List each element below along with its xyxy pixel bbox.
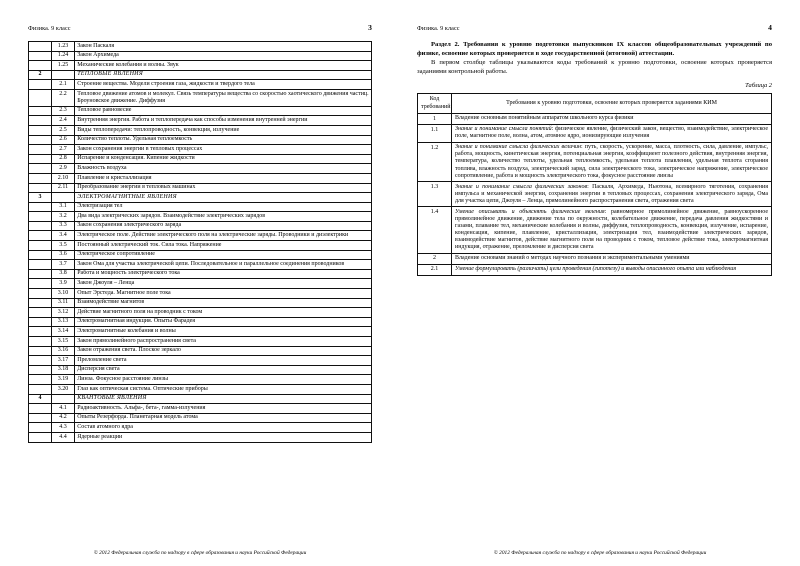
- cell-requirement-code: 2.1: [418, 264, 452, 275]
- table-header-row: [418, 94, 772, 114]
- cell-item-code: 4.1: [52, 404, 75, 414]
- cell-section-number: [29, 356, 52, 366]
- cell-section-number: 3: [29, 193, 52, 203]
- cell-item-text: Количество теплоты. Удельная теплоемкость: [75, 135, 372, 145]
- cell-item-code: 3.12: [52, 308, 75, 318]
- cell-item-text: Внутренняя энергия. Работа и теплопередача как способы изменения внутренней энергии: [75, 116, 372, 126]
- cell-item-text: Ядерные реакции: [75, 432, 372, 442]
- cell-item-text: Дисперсия света: [75, 365, 372, 375]
- cell-item-text: Опыт Эрстеда. Магнитное поле тока: [75, 289, 372, 299]
- cell-section-number: [29, 231, 52, 241]
- table-row: [29, 337, 372, 347]
- cell-item-code: 2.6: [52, 135, 75, 145]
- requirement-lead-in: Умение описывать и объяснять физические явления: [455, 208, 605, 215]
- requirement-body-text: Владение основным понятийным аппаратом школьного курса физики: [455, 115, 634, 122]
- cell-item-code: 3.9: [52, 279, 75, 289]
- cell-item-code: 1.25: [52, 61, 75, 71]
- cell-section-number: [29, 384, 52, 394]
- cell-section-number: [29, 116, 52, 126]
- cell-section-number: 4: [29, 394, 52, 404]
- cell-item-code: 2.9: [52, 164, 75, 174]
- table-row: [29, 423, 372, 433]
- table-row: [418, 182, 772, 207]
- content-codes-table: [28, 41, 372, 442]
- cell-section-number: [29, 145, 52, 155]
- cell-item-code: 3.14: [52, 327, 75, 337]
- cell-item-text: Закон Паскаля: [75, 42, 372, 52]
- table-row: [418, 264, 772, 275]
- table-row: [29, 308, 372, 318]
- table-row: [29, 80, 372, 90]
- cell-item-text: Преломление света: [75, 356, 372, 366]
- cell-item-text: Состав атомного ядра: [75, 423, 372, 433]
- cell-item-text: Плавление и кристаллизация: [75, 173, 372, 183]
- cell-section-number: [29, 260, 52, 270]
- cell-section-number: 2: [29, 70, 52, 80]
- cell-section-number: [29, 212, 52, 222]
- page-right: [400, 0, 800, 566]
- cell-section-number: [29, 346, 52, 356]
- cell-item-text: Электромагнитные колебания и волны: [75, 327, 372, 337]
- cell-requirement-text: [452, 264, 772, 275]
- table-row: [29, 404, 372, 414]
- running-head-left: [28, 24, 372, 32]
- cell-section-number: [29, 202, 52, 212]
- cell-requirement-text: [452, 253, 772, 264]
- cell-requirement-code: 2: [418, 253, 452, 264]
- table-row: [29, 432, 372, 442]
- cell-item-code: 4.2: [52, 413, 75, 423]
- cell-item-text: Действие магнитного поля на проводник с током: [75, 308, 372, 318]
- table-row: [29, 61, 372, 71]
- cell-item-code: [52, 70, 75, 80]
- cell-requirement-code: 1.2: [418, 143, 452, 182]
- table-row: [29, 269, 372, 279]
- footer-left: © 2012 Федеральная служба по надзору в сфере образования и науки Российской Федерации: [93, 549, 307, 556]
- table-row: [29, 125, 372, 135]
- cell-item-code: 1.23: [52, 42, 75, 52]
- cell-item-text: Постоянный электрический ток. Сила тока. Напряжение: [75, 241, 372, 251]
- cell-section-number: [29, 317, 52, 327]
- cell-section-number: [29, 289, 52, 299]
- cell-item-text: Строение вещества. Модели строения газа, жидкости и твердого тела: [75, 80, 372, 90]
- cell-section-number: [29, 125, 52, 135]
- cell-item-text: Механические колебания и волны. Звук: [75, 61, 372, 71]
- cell-section-number: [29, 365, 52, 375]
- cell-item-text: Закон сохранения электрического заряда: [75, 221, 372, 231]
- requirement-body-text: : путь, скорость, ускорение, масса, плотность, сила, давление, импульс, работа, мощность, кинетическая энергия, потенциальная энергия, коэффициент полезного действия, внутренняя энергия, температура, количество теплоты, удельная теплоемкость, удельная теплота плавления, удельная теплота сгорания топлива, влажность воздуха, электрический заряд, сила электрического тока, электрическое напряжение, электрическое сопротивление, работа и мощность электрического тока, фокусное расстояние линзы: [455, 144, 769, 179]
- cell-item-text: Закон Джоуля – Ленца: [75, 279, 372, 289]
- cell-item-code: 2.11: [52, 183, 75, 193]
- cell-requirement-code: 1.3: [418, 182, 452, 207]
- table-row: [29, 375, 372, 385]
- requirement-body-text: Владение основами знаний о методах научного познания и экспериментальными умениями: [455, 255, 690, 262]
- cell-section-number: [29, 337, 52, 347]
- cell-item-code: 3.11: [52, 298, 75, 308]
- cell-item-code: 3.15: [52, 337, 75, 347]
- cell-section-number: [29, 250, 52, 260]
- table-row: [29, 183, 372, 193]
- page-number: 4: [768, 23, 772, 32]
- table-row: [418, 143, 772, 182]
- cell-requirement-text: [452, 125, 772, 143]
- cell-section-number: [29, 106, 52, 116]
- table-row: [29, 154, 372, 164]
- table-row: [29, 116, 372, 126]
- cell-section-number: [29, 183, 52, 193]
- cell-section-number: [29, 90, 52, 107]
- requirement-lead-in: Знание и понимание смысла физических законов: [455, 183, 588, 190]
- table-row: [29, 346, 372, 356]
- cell-item-text: Радиоактивность. Альфа-, бета-, гамма-излучения: [75, 404, 372, 414]
- header-cell-requirements: Требования к уровню подготовки, освоение которых проверяется заданиями КИМ: [452, 94, 772, 114]
- cell-item-text: Виды теплопередачи: теплопроводность, конвекция, излучение: [75, 125, 372, 135]
- cell-item-code: 4.3: [52, 423, 75, 433]
- table-row: [29, 51, 372, 61]
- cell-requirement-text: [452, 114, 772, 125]
- cell-section-number: [29, 173, 52, 183]
- table-row: [29, 394, 372, 404]
- cell-section-number: [29, 221, 52, 231]
- cell-section-number: [29, 423, 52, 433]
- table-row: [29, 90, 372, 107]
- cell-requirement-text: [452, 182, 772, 207]
- cell-item-code: 4.4: [52, 432, 75, 442]
- requirement-body-text: : Паскаля, Архимеда, Ньютона, всемирного тяготения, сохранения импульса и механической энергии, сохранения энергии в тепловых процессах, сохранения электрического заряда, Ома для участка цепи, Джоуля – Ленца, прямолинейного распространения света, отражения света: [455, 183, 768, 204]
- cell-item-code: 3.3: [52, 221, 75, 231]
- cell-item-text: Опыты Резерфорда. Планетарная модель атома: [75, 413, 372, 423]
- table-row: [418, 125, 772, 143]
- running-head-title: Физика. 9 класс: [28, 26, 71, 32]
- cell-item-code: 2.8: [52, 154, 75, 164]
- cell-item-text: Глаз как оптическая система. Оптические приборы: [75, 384, 372, 394]
- cell-item-text: Два вида электрических зарядов. Взаимодействие электрических зарядов: [75, 212, 372, 222]
- cell-item-text: Тепловое движение атомов и молекул. Связь температуры вещества со скоростью хаотического движения частиц. Броуновское движение. Диффузия: [75, 90, 372, 107]
- cell-item-text: Работа и мощность электрического тока: [75, 269, 372, 279]
- cell-section-number: [29, 432, 52, 442]
- cell-requirement-code: 1.4: [418, 207, 452, 253]
- cell-item-code: 2.2: [52, 90, 75, 107]
- table-row: [29, 231, 372, 241]
- cell-item-text: Электрическое поле. Действие электрического поля на электрические заряды. Проводники и диэлектрики: [75, 231, 372, 241]
- cell-requirement-text: [452, 143, 772, 182]
- cell-item-code: [52, 193, 75, 203]
- cell-item-code: 2.1: [52, 80, 75, 90]
- requirements-table: [417, 93, 772, 275]
- table-row: [29, 106, 372, 116]
- cell-item-code: 3.7: [52, 260, 75, 270]
- table-row: [29, 289, 372, 299]
- table-row: [29, 202, 372, 212]
- cell-section-number: [29, 298, 52, 308]
- cell-section-number: [29, 269, 52, 279]
- table-row: [29, 365, 372, 375]
- cell-section-number: [29, 80, 52, 90]
- cell-item-text: Линза. Фокусное расстояние линзы: [75, 375, 372, 385]
- table-row: [29, 413, 372, 423]
- cell-requirement-text: [452, 207, 772, 253]
- section-intro-bold: Раздел 2. Требования к уровню подготовки выпускников IX классов общеобразовательных учреждений по физике, освоение которых проверяется в ходе государственной (итоговой) аттестации.: [417, 41, 772, 57]
- cell-section-number: [29, 308, 52, 318]
- cell-item-text: Закон отражения света. Плоское зеркало: [75, 346, 372, 356]
- cell-item-code: 3.10: [52, 289, 75, 299]
- cell-item-code: 3.19: [52, 375, 75, 385]
- cell-item-text: ЭЛЕКТРОМАГНИТНЫЕ ЯВЛЕНИЯ: [75, 193, 372, 203]
- cell-item-code: 3.13: [52, 317, 75, 327]
- cell-section-number: [29, 135, 52, 145]
- table-row: [418, 253, 772, 264]
- requirement-lead-in: Знание и понимание смысла понятий: [455, 126, 552, 133]
- cell-section-number: [29, 375, 52, 385]
- cell-item-text: КВАНТОВЫЕ ЯВЛЕНИЯ: [75, 394, 372, 404]
- page-number: 3: [368, 23, 372, 32]
- cell-section-number: [29, 154, 52, 164]
- table-label: Таблица 2: [745, 82, 772, 90]
- cell-item-code: 1.24: [52, 51, 75, 61]
- cell-item-code: 2.7: [52, 145, 75, 155]
- cell-item-text: Электрическое сопротивление: [75, 250, 372, 260]
- table-row: [29, 42, 372, 52]
- cell-item-text: Электризация тел: [75, 202, 372, 212]
- header-cell-code: Код требований: [418, 94, 452, 114]
- table-row: [29, 241, 372, 251]
- cell-item-text: Тепловое равновесие: [75, 106, 372, 116]
- footer-right: © 2012 Федеральная служба по надзору в сфере образования и науки Российской Федерации: [493, 549, 707, 556]
- cell-item-text: Влажность воздуха: [75, 164, 372, 174]
- requirement-lead-in: Знание и понимание смысла физических величин: [455, 144, 582, 151]
- cell-item-code: 3.16: [52, 346, 75, 356]
- running-head-right: [417, 24, 772, 32]
- cell-item-text: Электромагнитная индукция. Опыты Фарадея: [75, 317, 372, 327]
- table-row: [418, 207, 772, 253]
- cell-section-number: [29, 61, 52, 71]
- cell-item-code: 3.5: [52, 241, 75, 251]
- section-intro-plain: В первом столбце таблицы указываются коды требований к уровню подготовки, освоение которых проверяется заданиями контрольной работы.: [417, 59, 772, 75]
- table-row: [29, 279, 372, 289]
- table-row: [29, 145, 372, 155]
- requirement-body-text: : физическое явление, физический закон, вещество, взаимодействие, электрическое поле, магнитное поле, волна, атом, атомное ядро, ионизирующие излучения: [455, 126, 768, 140]
- cell-item-code: 3.8: [52, 269, 75, 279]
- cell-section-number: [29, 413, 52, 423]
- cell-item-text: Закон прямолинейного распространения света: [75, 337, 372, 347]
- cell-section-number: [29, 51, 52, 61]
- cell-item-text: Закон Ома для участка электрической цепи. Последовательное и параллельное соединения проводников: [75, 260, 372, 270]
- cell-section-number: [29, 327, 52, 337]
- table-row: [29, 212, 372, 222]
- cell-item-code: 3.1: [52, 202, 75, 212]
- table-row: [29, 298, 372, 308]
- cell-item-text: Закон сохранения энергии в тепловых процессах: [75, 145, 372, 155]
- table-row: [29, 317, 372, 327]
- cell-item-code: 2.10: [52, 173, 75, 183]
- cell-item-code: 2.4: [52, 116, 75, 126]
- cell-section-number: [29, 241, 52, 251]
- cell-section-number: [29, 404, 52, 414]
- table-row: [29, 70, 372, 80]
- table-row: [29, 327, 372, 337]
- cell-item-code: 3.4: [52, 231, 75, 241]
- cell-item-text: Взаимодействие магнитов: [75, 298, 372, 308]
- requirement-body-text: : равномерное прямолинейное движение, равноускоренное прямолинейное движение, движение тела по окружности, колебательное движение, передача давления жидкостями и газами, плавание тел, механические колебания и волны, диффузия, теплопроводность, конвекция, излучение, испарение, конденсация, кипение, плавление, кристаллизация, электризация тел, взаимодействие электрических зарядов, взаимодействие магнитов, действие магнитного поля на проводник с током, тепловое действие тока, электромагнитная индукция, отражение, преломление и дисперсия света: [455, 208, 768, 251]
- table-row: [29, 193, 372, 203]
- cell-requirement-code: 1.1: [418, 125, 452, 143]
- table-row: [29, 164, 372, 174]
- cell-item-code: [52, 394, 75, 404]
- requirement-body-text: Умение формулировать (различать) цели проведения (гипотезу) и выводы описанного опыта или наблюдения: [455, 265, 737, 272]
- cell-item-code: 3.2: [52, 212, 75, 222]
- cell-section-number: [29, 164, 52, 174]
- table-row: [29, 356, 372, 366]
- cell-item-code: 2.5: [52, 125, 75, 135]
- cell-item-code: 3.6: [52, 250, 75, 260]
- cell-item-text: Испарение и конденсация. Кипение жидкости: [75, 154, 372, 164]
- table-row: [29, 221, 372, 231]
- table-row: [29, 384, 372, 394]
- table-row: [29, 260, 372, 270]
- cell-item-code: 3.20: [52, 384, 75, 394]
- cell-item-code: 2.3: [52, 106, 75, 116]
- table-row: [29, 173, 372, 183]
- table-row: [418, 114, 772, 125]
- cell-item-code: 3.18: [52, 365, 75, 375]
- cell-section-number: [29, 279, 52, 289]
- table-row: [29, 135, 372, 145]
- running-head-title: Физика. 9 класс: [417, 26, 460, 32]
- cell-item-text: ТЕПЛОВЫЕ ЯВЛЕНИЯ: [75, 70, 372, 80]
- cell-section-number: [29, 42, 52, 52]
- cell-item-text: Преобразование энергии в тепловых машинах: [75, 183, 372, 193]
- table-row: [29, 250, 372, 260]
- cell-item-code: 3.17: [52, 356, 75, 366]
- cell-requirement-code: 1: [418, 114, 452, 125]
- cell-item-text: Закон Архимеда: [75, 51, 372, 61]
